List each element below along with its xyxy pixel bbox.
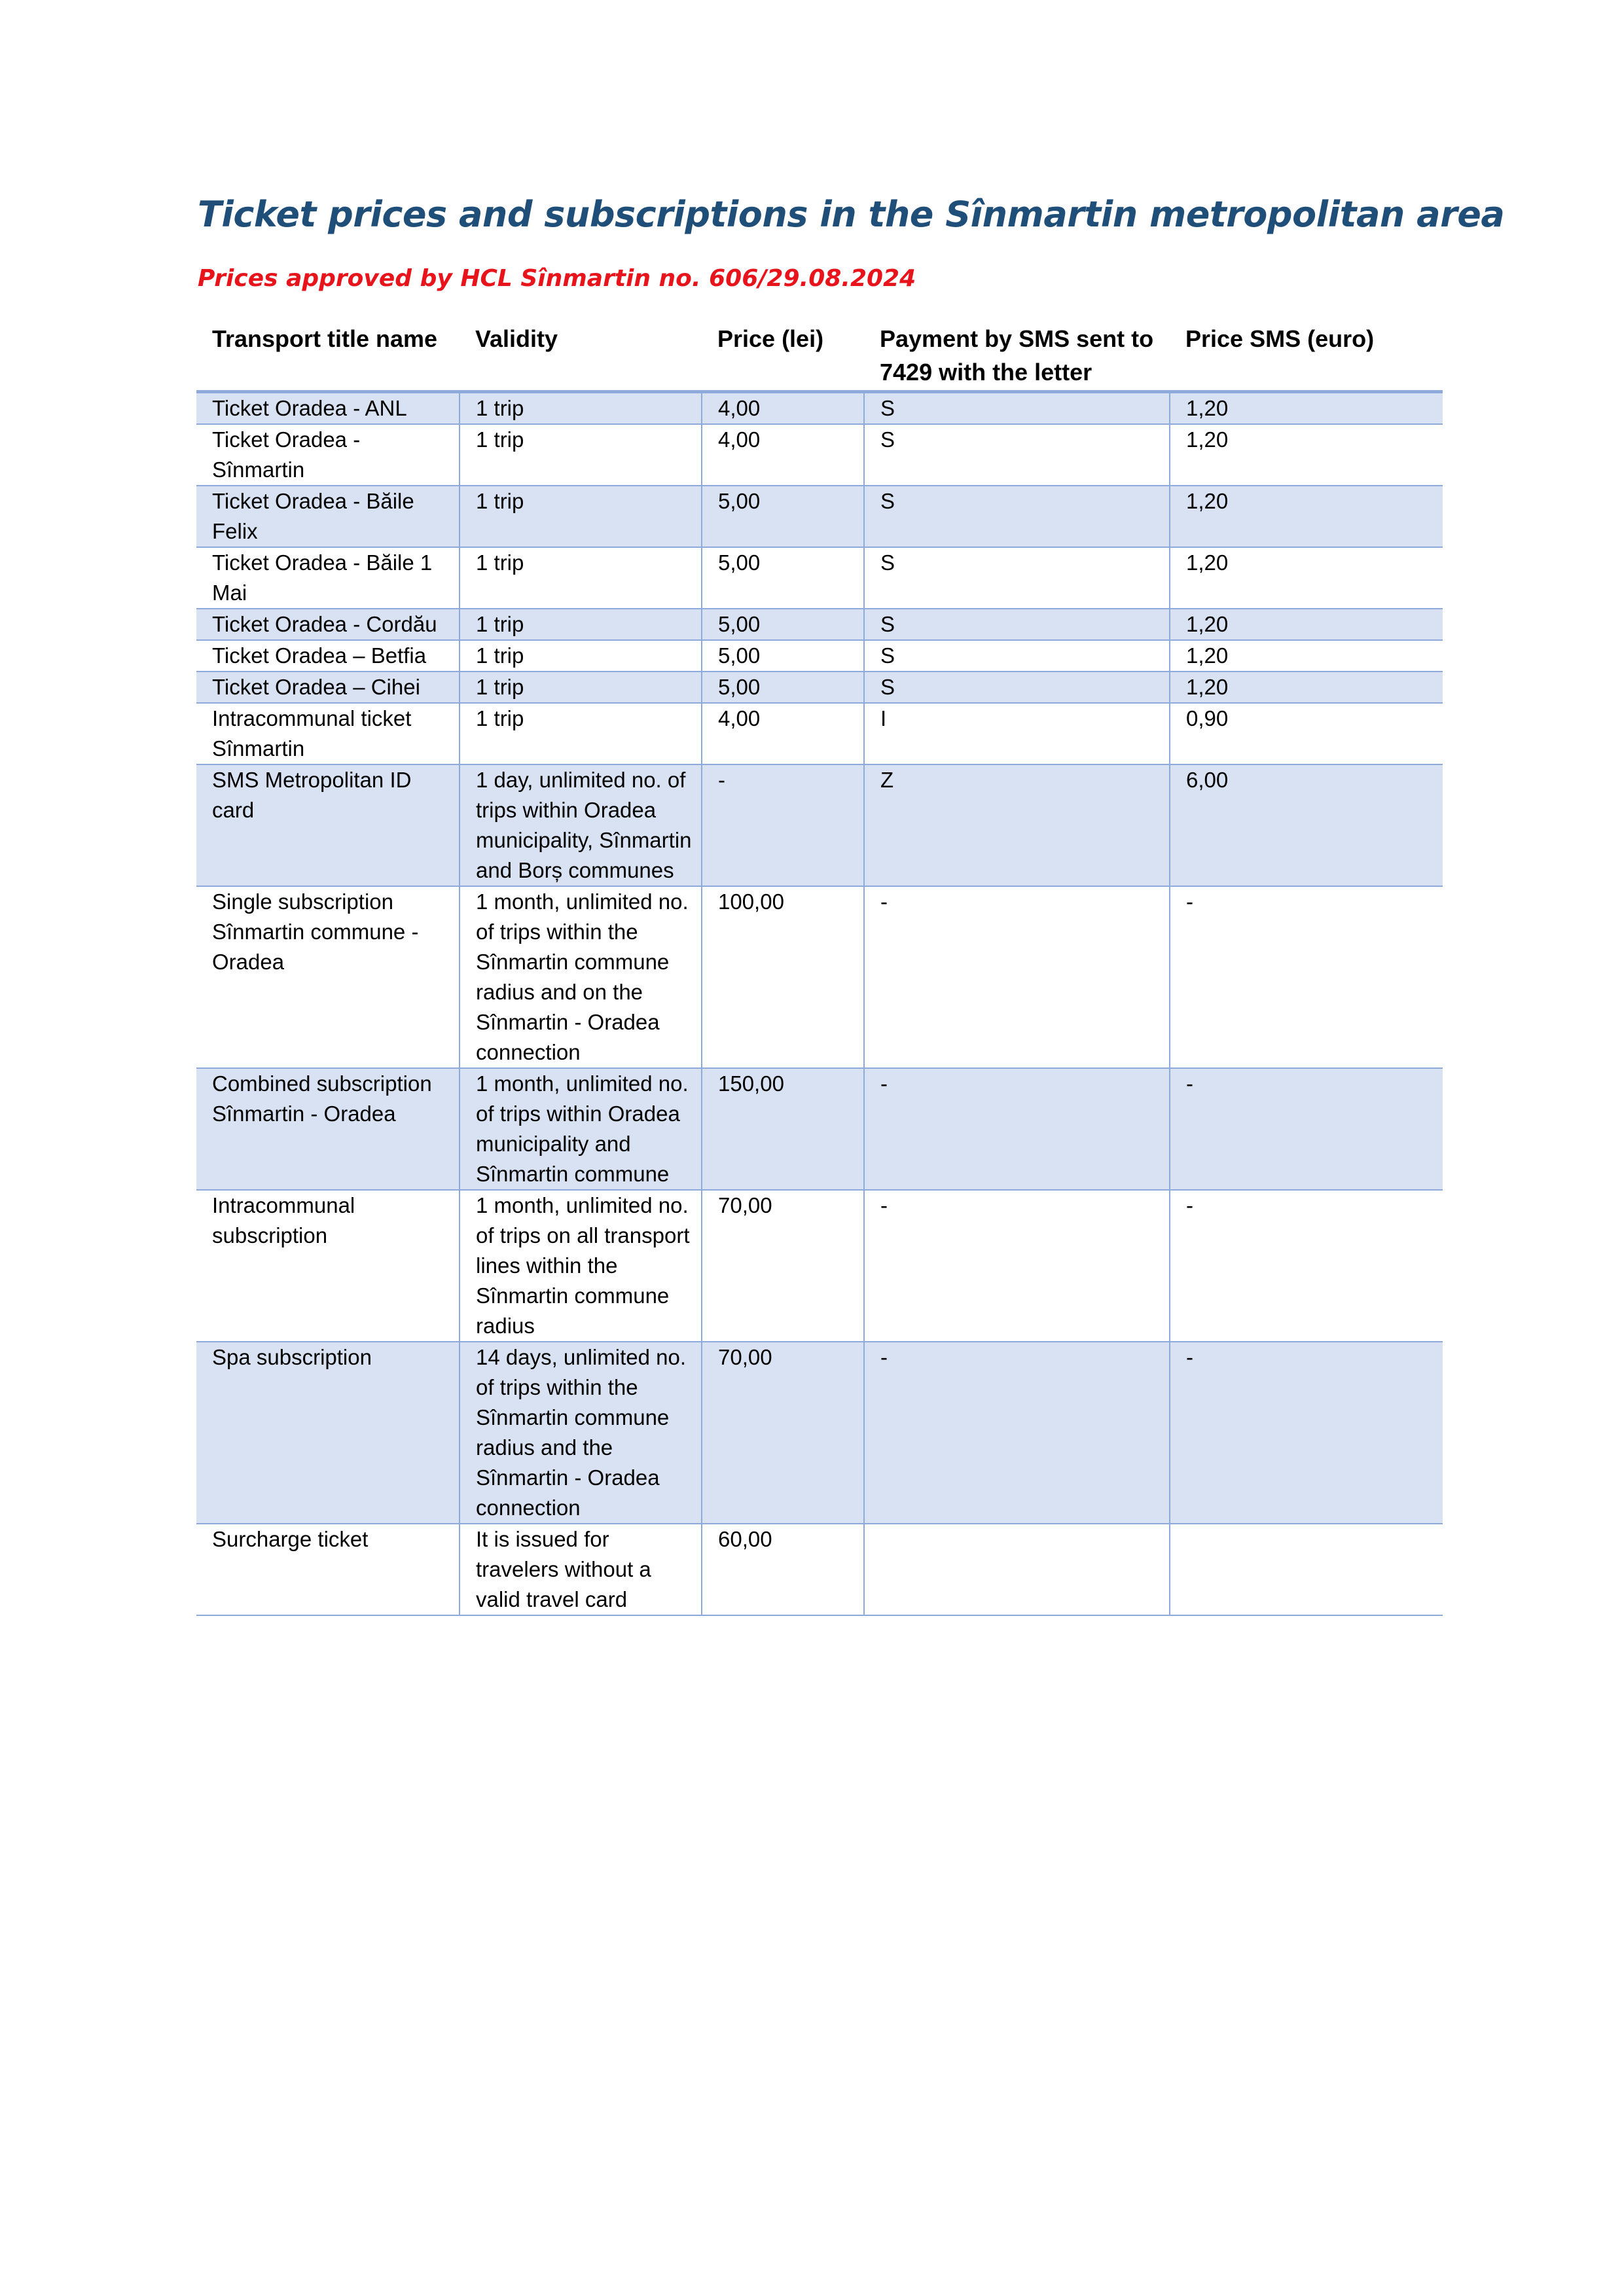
cell-price-sms: -: [1170, 1190, 1443, 1342]
page-subtitle: Prices approved by HCL Sînmartin no. 606/29.08.2024: [198, 265, 916, 292]
cell-validity: 1 trip: [460, 703, 702, 764]
table-row: [196, 1524, 1443, 1615]
header-transport-title: Transport title name: [196, 322, 460, 392]
cell-price-sms: -: [1170, 1342, 1443, 1524]
table-header-row: [196, 322, 1443, 392]
cell-validity: 1 month, unlimited no. of trips within the Sînmartin commune radius and on the Sînmartin - Oradea connection: [460, 886, 702, 1068]
cell-sms-letter: [864, 1524, 1170, 1615]
cell-sms-letter: S: [864, 392, 1170, 425]
cell-validity: 1 trip: [460, 424, 702, 486]
cell-price-sms: 1,20: [1170, 486, 1443, 547]
table-row: [196, 1342, 1443, 1524]
cell-transport-title: Ticket Oradea - ANL: [196, 392, 460, 425]
cell-price-sms: 1,20: [1170, 392, 1443, 425]
cell-sms-letter: -: [864, 886, 1170, 1068]
header-sms-payment: Payment by SMS sent to 7429 with the letter: [864, 322, 1170, 392]
cell-price-lei: 60,00: [702, 1524, 864, 1615]
cell-price-sms: 1,20: [1170, 547, 1443, 609]
cell-validity: It is issued for travelers without a valid travel card: [460, 1524, 702, 1615]
cell-price-lei: 5,00: [702, 486, 864, 547]
price-table: [196, 322, 1443, 1616]
table-row: [196, 640, 1443, 672]
cell-transport-title: Intracommunal ticket Sînmartin: [196, 703, 460, 764]
cell-sms-letter: S: [864, 609, 1170, 640]
cell-price-sms: 6,00: [1170, 764, 1443, 886]
cell-validity: 1 trip: [460, 486, 702, 547]
cell-transport-title: Surcharge ticket: [196, 1524, 460, 1615]
cell-transport-title: Single subscription Sînmartin commune - Oradea: [196, 886, 460, 1068]
cell-sms-letter: S: [864, 424, 1170, 486]
cell-sms-letter: -: [864, 1068, 1170, 1190]
cell-sms-letter: S: [864, 672, 1170, 703]
header-price-lei: Price (lei): [702, 322, 864, 392]
cell-validity: 14 days, unlimited no. of trips within the Sînmartin commune radius and the Sînmartin - Oradea connection: [460, 1342, 702, 1524]
cell-validity: 1 trip: [460, 640, 702, 672]
table-row: [196, 424, 1443, 486]
cell-price-sms: [1170, 1524, 1443, 1615]
table-row: [196, 764, 1443, 886]
cell-transport-title: SMS Metropolitan ID card: [196, 764, 460, 886]
cell-validity: 1 trip: [460, 672, 702, 703]
cell-price-sms: 1,20: [1170, 609, 1443, 640]
cell-transport-title: Ticket Oradea – Cihei: [196, 672, 460, 703]
cell-price-sms: 1,20: [1170, 672, 1443, 703]
cell-price-lei: 5,00: [702, 609, 864, 640]
cell-validity: 1 trip: [460, 609, 702, 640]
cell-price-lei: 5,00: [702, 640, 864, 672]
cell-price-lei: 100,00: [702, 886, 864, 1068]
table-row: [196, 703, 1443, 764]
cell-sms-letter: S: [864, 547, 1170, 609]
cell-price-sms: 1,20: [1170, 640, 1443, 672]
table-row: [196, 1190, 1443, 1342]
cell-validity: 1 month, unlimited no. of trips within Oradea municipality and Sînmartin commune: [460, 1068, 702, 1190]
cell-sms-letter: S: [864, 640, 1170, 672]
cell-transport-title: Ticket Oradea – Betfia: [196, 640, 460, 672]
cell-price-lei: 5,00: [702, 672, 864, 703]
table-row: [196, 609, 1443, 640]
table-row: [196, 547, 1443, 609]
cell-transport-title: Ticket Oradea - Cordău: [196, 609, 460, 640]
cell-sms-letter: S: [864, 486, 1170, 547]
cell-transport-title: Ticket Oradea - Băile 1 Mai: [196, 547, 460, 609]
table-row: [196, 672, 1443, 703]
cell-sms-letter: I: [864, 703, 1170, 764]
cell-sms-letter: Z: [864, 764, 1170, 886]
cell-price-lei: 4,00: [702, 392, 864, 425]
cell-sms-letter: -: [864, 1190, 1170, 1342]
table-row: [196, 1068, 1443, 1190]
cell-transport-title: Intracommunal subscription: [196, 1190, 460, 1342]
cell-price-sms: -: [1170, 886, 1443, 1068]
cell-price-lei: 70,00: [702, 1342, 864, 1524]
table-body: [196, 392, 1443, 1616]
cell-transport-title: Spa subscription: [196, 1342, 460, 1524]
cell-validity: 1 day, unlimited no. of trips within Oradea municipality, Sînmartin and Borș communes: [460, 764, 702, 886]
cell-price-lei: 4,00: [702, 703, 864, 764]
cell-price-lei: 70,00: [702, 1190, 864, 1342]
cell-transport-title: Combined subscription Sînmartin - Oradea: [196, 1068, 460, 1190]
cell-sms-letter: -: [864, 1342, 1170, 1524]
cell-price-sms: 1,20: [1170, 424, 1443, 486]
table-row: [196, 886, 1443, 1068]
cell-price-sms: -: [1170, 1068, 1443, 1190]
cell-price-lei: 150,00: [702, 1068, 864, 1190]
cell-validity: 1 trip: [460, 392, 702, 425]
cell-transport-title: Ticket Oradea - Băile Felix: [196, 486, 460, 547]
header-validity: Validity: [460, 322, 702, 392]
cell-validity: 1 trip: [460, 547, 702, 609]
header-price-sms: Price SMS (euro): [1170, 322, 1443, 392]
page-title: Ticket prices and subscriptions in the Sînmartin metropolitan area: [198, 194, 1505, 235]
table-row: [196, 392, 1443, 425]
cell-price-lei: 5,00: [702, 547, 864, 609]
cell-price-sms: 0,90: [1170, 703, 1443, 764]
cell-price-lei: -: [702, 764, 864, 886]
cell-transport-title: Ticket Oradea - Sînmartin: [196, 424, 460, 486]
cell-price-lei: 4,00: [702, 424, 864, 486]
table-row: [196, 486, 1443, 547]
cell-validity: 1 month, unlimited no. of trips on all transport lines within the Sînmartin commune radius: [460, 1190, 702, 1342]
